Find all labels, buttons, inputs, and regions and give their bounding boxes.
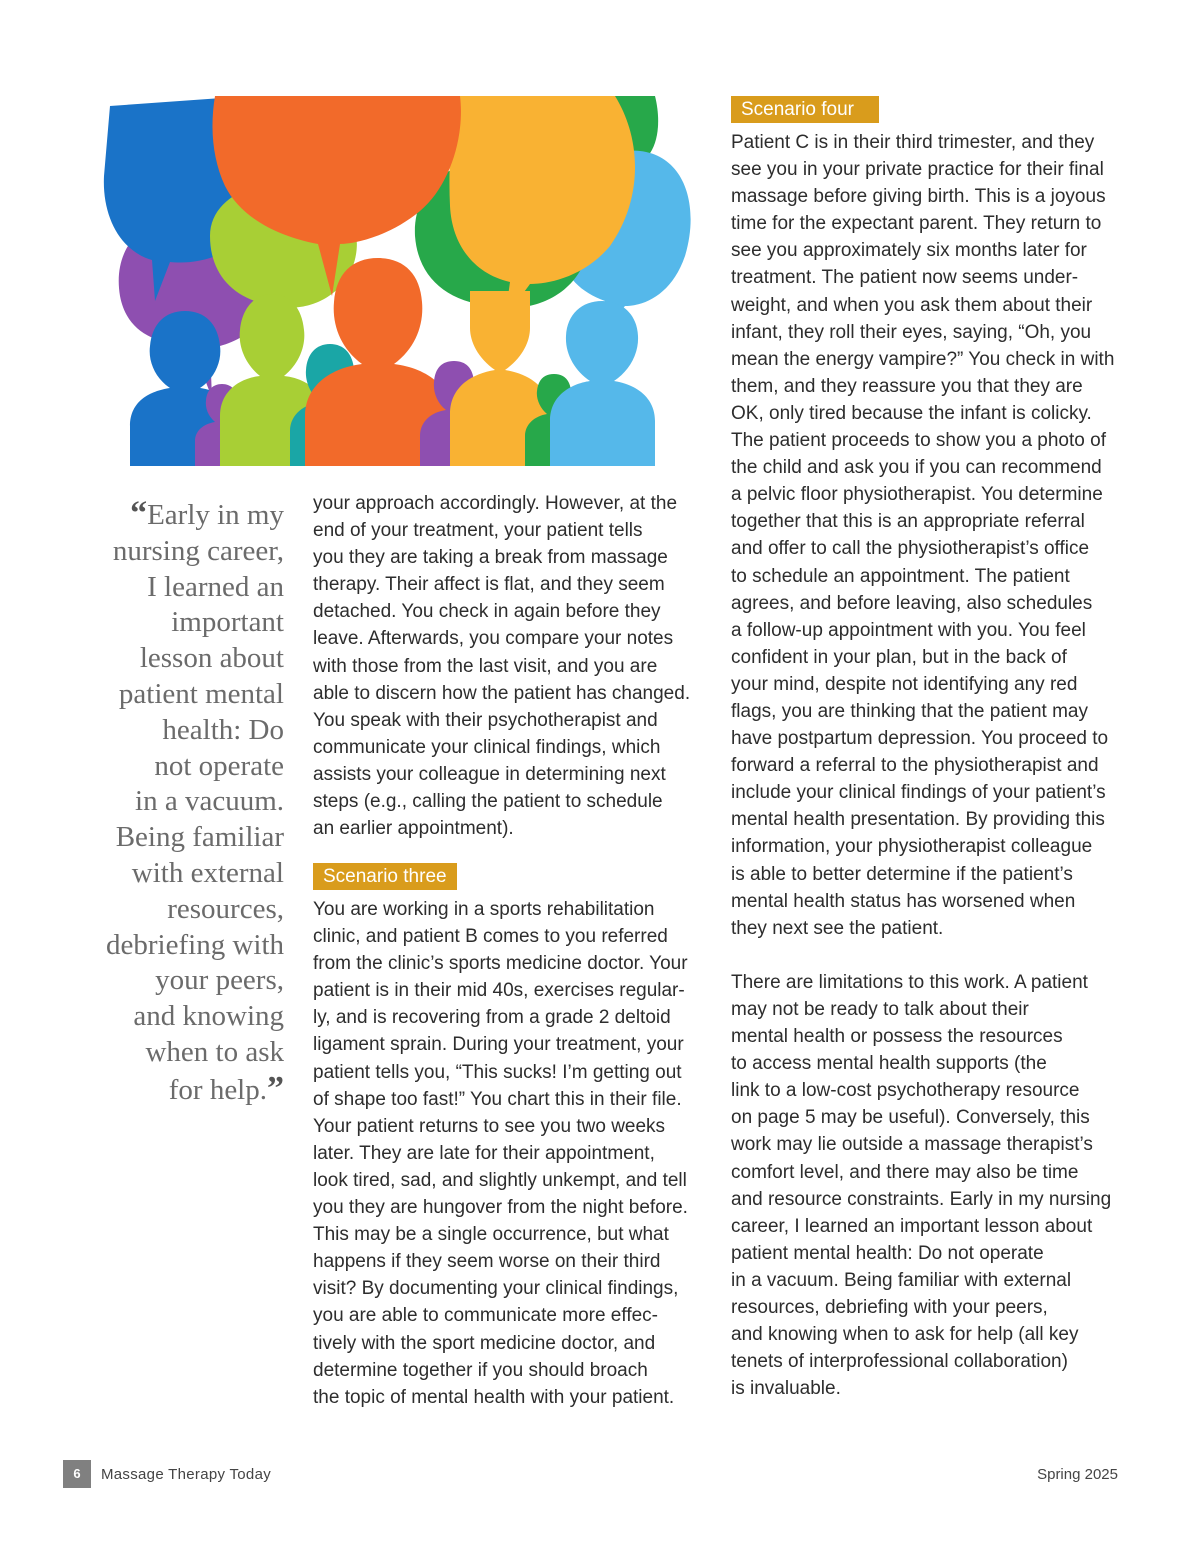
publication-title: Massage Therapy Today <box>101 1466 272 1483</box>
text-line: steps (e.g., calling the patient to schedule <box>313 791 663 813</box>
text-line: patient is in their mid 40s, exercises regular- <box>313 980 685 1002</box>
text-line: you they are taking a break from massage <box>313 547 668 569</box>
text-line: OK, only tired because the infant is colicky. <box>731 402 1092 424</box>
scenario-three-body <box>313 896 705 1411</box>
text-line: This may be a single occurrence, but what <box>313 1224 669 1246</box>
text-line: ly, and is recovering from a grade 2 deltoid <box>313 1007 671 1029</box>
pull-quote-line: Being familiar <box>115 821 284 854</box>
text-line: visit? By documenting your clinical findings, <box>313 1278 679 1300</box>
text-line: to schedule an appointment. The patient <box>731 565 1070 587</box>
text-line: with those from the last visit, and you are <box>313 655 658 677</box>
text-line: You are working in a sports rehabilitation <box>313 899 655 920</box>
text-line: assists your colleague in determining next <box>313 763 666 785</box>
text-line: them, and they reassure you that they are <box>731 375 1083 397</box>
text-line: agrees, and before leaving, also schedules <box>731 592 1093 614</box>
text-line: tively with the sport medicine doctor, and <box>313 1332 656 1354</box>
text-line: able to discern how the patient has changed. <box>313 682 691 704</box>
text-line: they next see the patient. <box>731 917 944 939</box>
text-line: flags, you are thinking that the patient may <box>731 700 1088 722</box>
text-line: resources, debriefing with your peers, <box>731 1297 1048 1319</box>
text-line: of shape too fast!” You chart this in their file. <box>313 1088 682 1110</box>
text-line: Your patient returns to see you two weeks <box>313 1115 666 1137</box>
scenario-four-heading: Scenario four <box>731 96 879 123</box>
text-line: and knowing when to ask for help (all key <box>731 1324 1079 1346</box>
text-line: on page 5 may be useful). Conversely, this <box>731 1107 1090 1129</box>
text-line: you are able to communicate more effec- <box>313 1305 658 1327</box>
text-line: your approach accordingly. However, at the <box>313 493 678 514</box>
pull-quote-line: with external <box>131 856 284 889</box>
text-line: information, your physiotherapist colleague <box>731 836 1093 858</box>
close-quote-mark: ” <box>267 1069 284 1107</box>
limitations-paragraph <box>731 969 1123 1403</box>
text-line: mean the energy vampire?” You check in with <box>731 348 1115 370</box>
text-line: determine together if you should broach <box>313 1359 648 1381</box>
intro-paragraph <box>313 490 705 842</box>
text-line: Patient C is in their third trimester, and they <box>731 132 1095 153</box>
right-column <box>731 129 1123 1402</box>
text-line: clinic, and patient B comes to you referred <box>313 926 668 948</box>
text-line: from the clinic’s sports medicine doctor. Your <box>313 953 688 975</box>
text-line: career, I learned an important lesson about <box>731 1215 1093 1237</box>
open-quote-mark: “ <box>130 495 148 532</box>
text-line: may not be ready to talk about their <box>731 999 1029 1020</box>
text-line: end of your treatment, your patient tells <box>313 520 643 542</box>
pull-quote-line: I learned an <box>147 570 284 603</box>
text-line: massage before giving birth. This is a joyous <box>731 186 1106 208</box>
text-line: leave. Afterwards, you compare your notes <box>313 628 674 650</box>
text-line: see you approximately six months later for <box>731 240 1087 262</box>
pull-quote-line: important <box>171 606 284 639</box>
pull-quote-line: your peers, <box>155 964 284 997</box>
text-line: infant, they roll their eyes, saying, “Oh, you <box>731 321 1092 343</box>
text-line: There are limitations to this work. A patient <box>731 971 1088 993</box>
text-line: patient mental health: Do not operate <box>731 1242 1044 1264</box>
page-number-badge: 6 <box>63 1460 91 1488</box>
pull-quote-line: Early in my <box>147 499 284 531</box>
paragraph-gap <box>731 942 1123 969</box>
pull-quote-line: for help. <box>168 1073 267 1106</box>
scenario-four-body <box>731 129 1123 942</box>
text-line: the topic of mental health with your patient. <box>313 1386 675 1408</box>
text-line: is able to better determine if the patient’s <box>731 863 1073 885</box>
text-line: and offer to call the physiotherapist’s office <box>731 538 1090 560</box>
pull-quote-line: health: Do <box>162 713 284 746</box>
text-line: weight, and when you ask them about their <box>731 294 1093 316</box>
text-line: ligament sprain. During your treatment, your <box>313 1034 684 1056</box>
text-line: mental health presentation. By providing this <box>731 809 1105 831</box>
pull-quote-line: lesson about <box>139 642 284 675</box>
pull-quote-line: in a vacuum. <box>135 785 284 818</box>
middle-column <box>313 490 705 842</box>
pull-quote-line: and knowing <box>133 1000 284 1033</box>
pull-quote-line: when to ask <box>145 1035 284 1068</box>
text-line: and resource constraints. Early in my nursing <box>731 1188 1112 1210</box>
text-line: The patient proceeds to show you a photo of <box>731 430 1106 452</box>
text-line: you they are hungover from the night before. <box>313 1197 688 1219</box>
text-line: later. They are late for their appointment, <box>313 1142 655 1164</box>
text-line: tenets of interprofessional collaboration) <box>731 1351 1068 1373</box>
text-line: treatment. The patient now seems under- <box>731 267 1079 289</box>
text-line: therapy. Their affect is flat, and they seem <box>313 574 665 596</box>
issue-date: Spring 2025 <box>1037 1466 1118 1483</box>
text-line: is invaluable. <box>731 1378 841 1400</box>
text-line: an earlier appointment). <box>313 818 514 840</box>
text-line: see you in your private practice for their final <box>731 159 1104 181</box>
text-line: your mind, despite not identifying any red <box>731 673 1078 695</box>
text-line: to access mental health supports (the <box>731 1053 1047 1075</box>
text-line: communicate your clinical findings, which <box>313 736 661 758</box>
text-line: mental health status has worsened when <box>731 890 1076 912</box>
speech-bubbles-crowd-illustration <box>100 96 700 466</box>
text-line: together that this is an appropriate referral <box>731 511 1085 533</box>
text-line: happens if they seem worse on their third <box>313 1251 661 1273</box>
text-line: detached. You check in again before they <box>313 601 661 623</box>
pull-quote <box>100 496 284 1109</box>
text-line: comfort level, and there may also be time <box>731 1161 1079 1183</box>
text-line: a pelvic floor physiotherapist. You determine <box>731 484 1103 506</box>
pull-quote-line: nursing career, <box>112 534 284 567</box>
text-line: a follow-up appointment with you. You feel <box>731 619 1086 641</box>
text-line: link to a low-cost psychotherapy resource <box>731 1080 1080 1102</box>
text-line: look tired, sad, and slightly unkempt, and tell <box>313 1169 687 1191</box>
text-line: mental health or possess the resources <box>731 1026 1063 1048</box>
pull-quote-line: not operate <box>154 749 284 782</box>
text-line: work may lie outside a massage therapist’s <box>731 1134 1093 1156</box>
text-line: the child and ask you if you can recommend <box>731 457 1102 479</box>
pull-quote-line: patient mental <box>118 677 284 710</box>
pull-quote-line: resources, <box>167 892 284 925</box>
text-line: You speak with their psychotherapist and <box>313 709 658 731</box>
text-line: forward a referral to the physiotherapist and <box>731 755 1099 777</box>
text-line: in a vacuum. Being familiar with external <box>731 1269 1072 1291</box>
scenario-three-heading: Scenario three <box>313 863 457 890</box>
text-line: include your clinical findings of your patient’s <box>731 782 1106 804</box>
pull-quote-line: debriefing with <box>106 928 284 961</box>
text-line: patient tells you, “This sucks! I’m getting out <box>313 1061 682 1083</box>
text-line: have postpartum depression. You proceed to <box>731 728 1109 750</box>
text-line: confident in your plan, but in the back of <box>731 646 1067 668</box>
text-line: time for the expectant parent. They return to <box>731 213 1102 235</box>
